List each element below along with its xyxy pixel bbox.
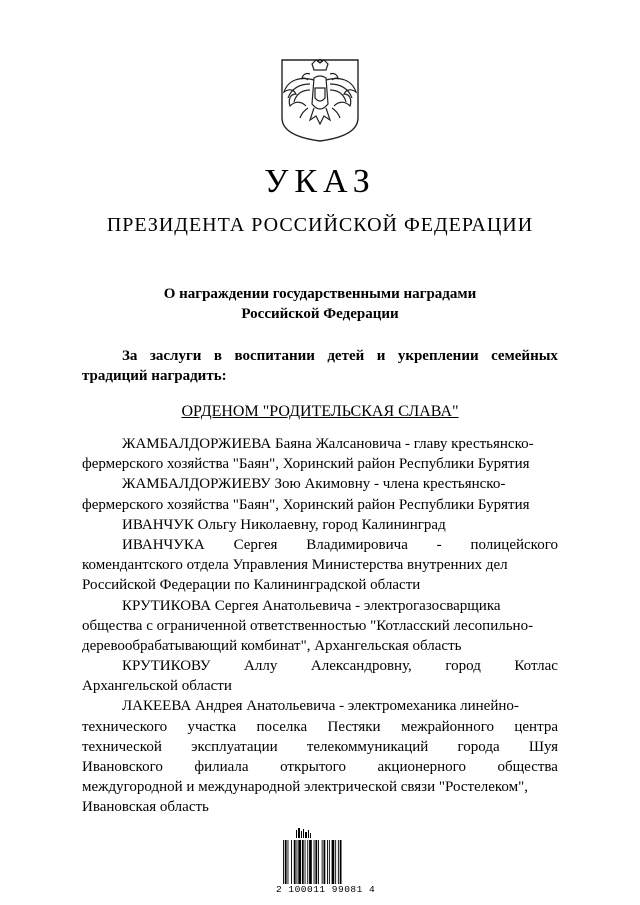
word: ИВАНЧУКА xyxy=(122,536,205,553)
word: открытого xyxy=(280,759,346,775)
word: заслуги xyxy=(149,348,202,364)
award-line: ИВАНЧУК Ольгу Николаевну, город Калининград xyxy=(122,516,446,533)
award-line xyxy=(82,757,558,777)
heading-line: Российской Федерации xyxy=(241,306,399,322)
word: Пестяки xyxy=(327,718,381,735)
word: межрайонного xyxy=(400,718,494,735)
word: - xyxy=(436,536,442,553)
word: в xyxy=(213,348,222,364)
barcode-number: 2 100011 99081 4 xyxy=(276,884,376,895)
word: воспитании xyxy=(234,348,315,364)
preamble-line-1 xyxy=(82,346,558,366)
preamble xyxy=(82,346,558,386)
award-line: ЛАКЕЕВА Андрея Анатольевича - электромеханика линейно- xyxy=(122,698,519,715)
word: КРУТИКОВУ xyxy=(122,658,211,675)
word: город xyxy=(445,658,481,675)
word: города xyxy=(457,738,500,755)
word: технической xyxy=(82,738,162,755)
word: общества xyxy=(497,759,558,775)
word: Александровну, xyxy=(310,658,412,675)
word: Ивановского xyxy=(82,759,163,775)
word: полицейского xyxy=(470,536,558,553)
award-line: деревообрабатывающий комбинат", Архангельская область xyxy=(82,637,462,654)
award-line: ЖАМБАЛДОРЖИЕВУ Зою Акимовну - члена крестьянско- xyxy=(122,476,506,493)
award-list xyxy=(82,434,558,818)
word: семейных xyxy=(491,348,558,364)
order-title xyxy=(0,401,640,423)
barcode xyxy=(276,826,376,898)
award-line: междугородной и международной электрической связи "Ростелеком", xyxy=(82,779,528,796)
award-line: Ивановская область xyxy=(82,799,209,816)
award-line: КРУТИКОВА Сергея Анатольевича - электрогазосварщика xyxy=(122,597,501,614)
award-line xyxy=(82,717,558,737)
word: и xyxy=(376,348,386,364)
award-line xyxy=(82,656,558,676)
word: центра xyxy=(514,718,558,735)
word: телекоммуникаций xyxy=(306,738,429,755)
word: филиала xyxy=(194,759,249,775)
word: поселка xyxy=(256,718,308,735)
award-line: общества с ограниченной ответственностью "Котласский лесопильно- xyxy=(82,617,534,634)
decree-heading xyxy=(100,284,540,324)
award-line: фермерского хозяйства "Баян", Хоринский район Республики Бурятия xyxy=(82,496,530,513)
barcode-bars xyxy=(282,840,360,884)
heading-line: О награждении государственными наградами xyxy=(163,286,477,302)
word: Владимировича xyxy=(306,536,408,553)
word: Котлас xyxy=(514,658,558,675)
decree-title: УКАЗ xyxy=(264,163,376,200)
word: укреплении xyxy=(397,348,479,364)
word: Шуя xyxy=(528,738,558,755)
barcode-small-mark xyxy=(282,826,360,840)
award-line: Российской Федерации по Калининградской области xyxy=(82,577,421,594)
order-title-text: ОРДЕНОМ "РОДИТЕЛЬСКАЯ СЛАВА" xyxy=(181,403,459,420)
award-line: Архангельской области xyxy=(82,678,232,695)
preamble-line-2: традиций наградить: xyxy=(82,368,227,384)
award-line: комендантского отдела Управления Министерства внутренних дел xyxy=(82,557,508,574)
decree-subtitle: ПРЕЗИДЕНТА РОССИЙСКОЙ ФЕДЕРАЦИИ xyxy=(106,214,534,236)
word: эксплуатации xyxy=(191,738,278,755)
word: Сергея xyxy=(233,536,278,553)
award-line: фермерского хозяйства "Баян", Хоринский район Республики Бурятия xyxy=(82,456,530,473)
award-line xyxy=(82,535,558,555)
award-line: ЖАМБАЛДОРЖИЕВА Баяна Жалсановича - главу крестьянско- xyxy=(122,436,534,452)
word: детей xyxy=(327,348,365,364)
award-line xyxy=(82,737,558,757)
word: технического xyxy=(82,718,168,735)
word: За xyxy=(122,348,138,364)
word: участка xyxy=(187,718,237,735)
word: акционерного xyxy=(377,759,466,775)
coat-of-arms-emblem xyxy=(280,58,360,142)
word: Аллу xyxy=(244,658,278,675)
